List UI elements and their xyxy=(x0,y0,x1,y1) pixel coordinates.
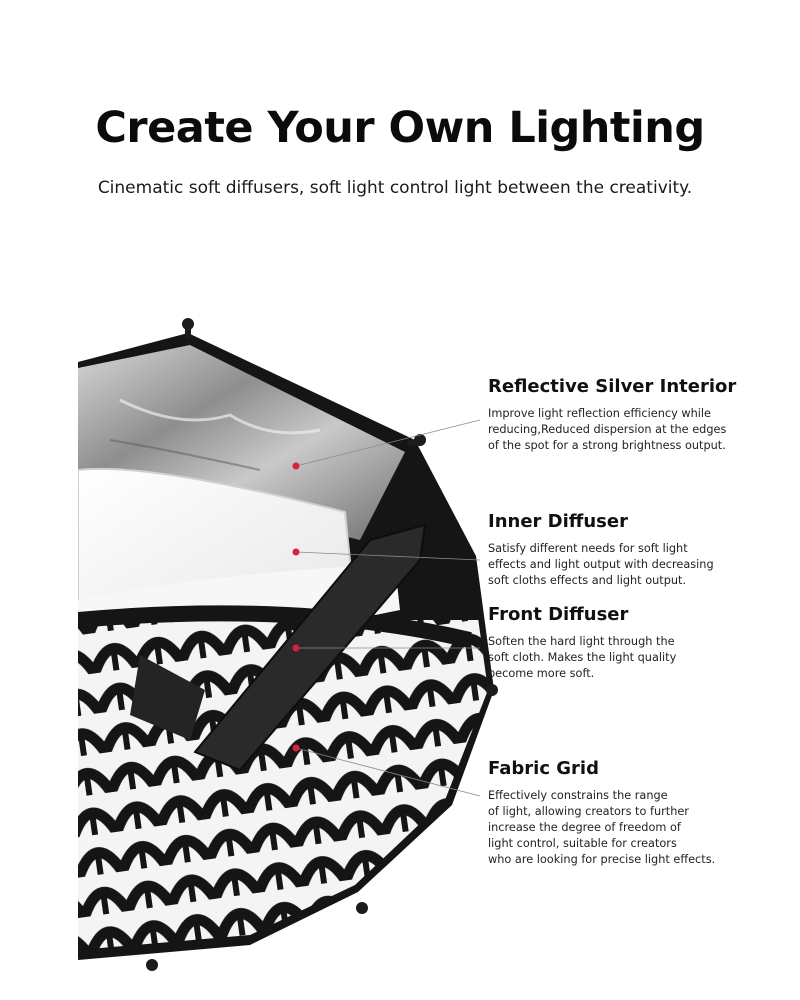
feature-front-diffuser xyxy=(488,604,676,682)
feature-fabric-grid xyxy=(488,758,715,868)
page-subtitle: Cinematic soft diffusers, soft light control light between the creativity. xyxy=(97,178,693,198)
feature-description: Effectively constrains the range of light, allowing creators to further increase the degree of freedom of light control, suitable for creators who are looking for precise light effects. xyxy=(488,789,716,866)
feature-description: Soften the hard light through the soft cloth. Makes the light quality become more soft. xyxy=(488,635,677,680)
softbox-body xyxy=(60,318,520,980)
page-title: Create Your Own Lighting xyxy=(95,103,705,153)
feature-title: Inner Diffuser xyxy=(488,511,628,532)
feature-title: Front Diffuser xyxy=(488,604,629,625)
feature-reflective-silver-interior xyxy=(488,376,736,454)
feature-inner-diffuser xyxy=(488,511,714,589)
feature-title: Reflective Silver Interior xyxy=(488,376,737,397)
feature-description: Improve light reflection efficiency while reducing,Reduced dispersion at the edges of the spot for a strong brightness output. xyxy=(488,407,727,452)
feature-description: Satisfy different needs for soft light effects and light output with decreasing soft cloths effects and light output. xyxy=(488,542,714,587)
softbox-illustration xyxy=(0,300,520,1000)
feature-title: Fabric Grid xyxy=(488,758,599,779)
